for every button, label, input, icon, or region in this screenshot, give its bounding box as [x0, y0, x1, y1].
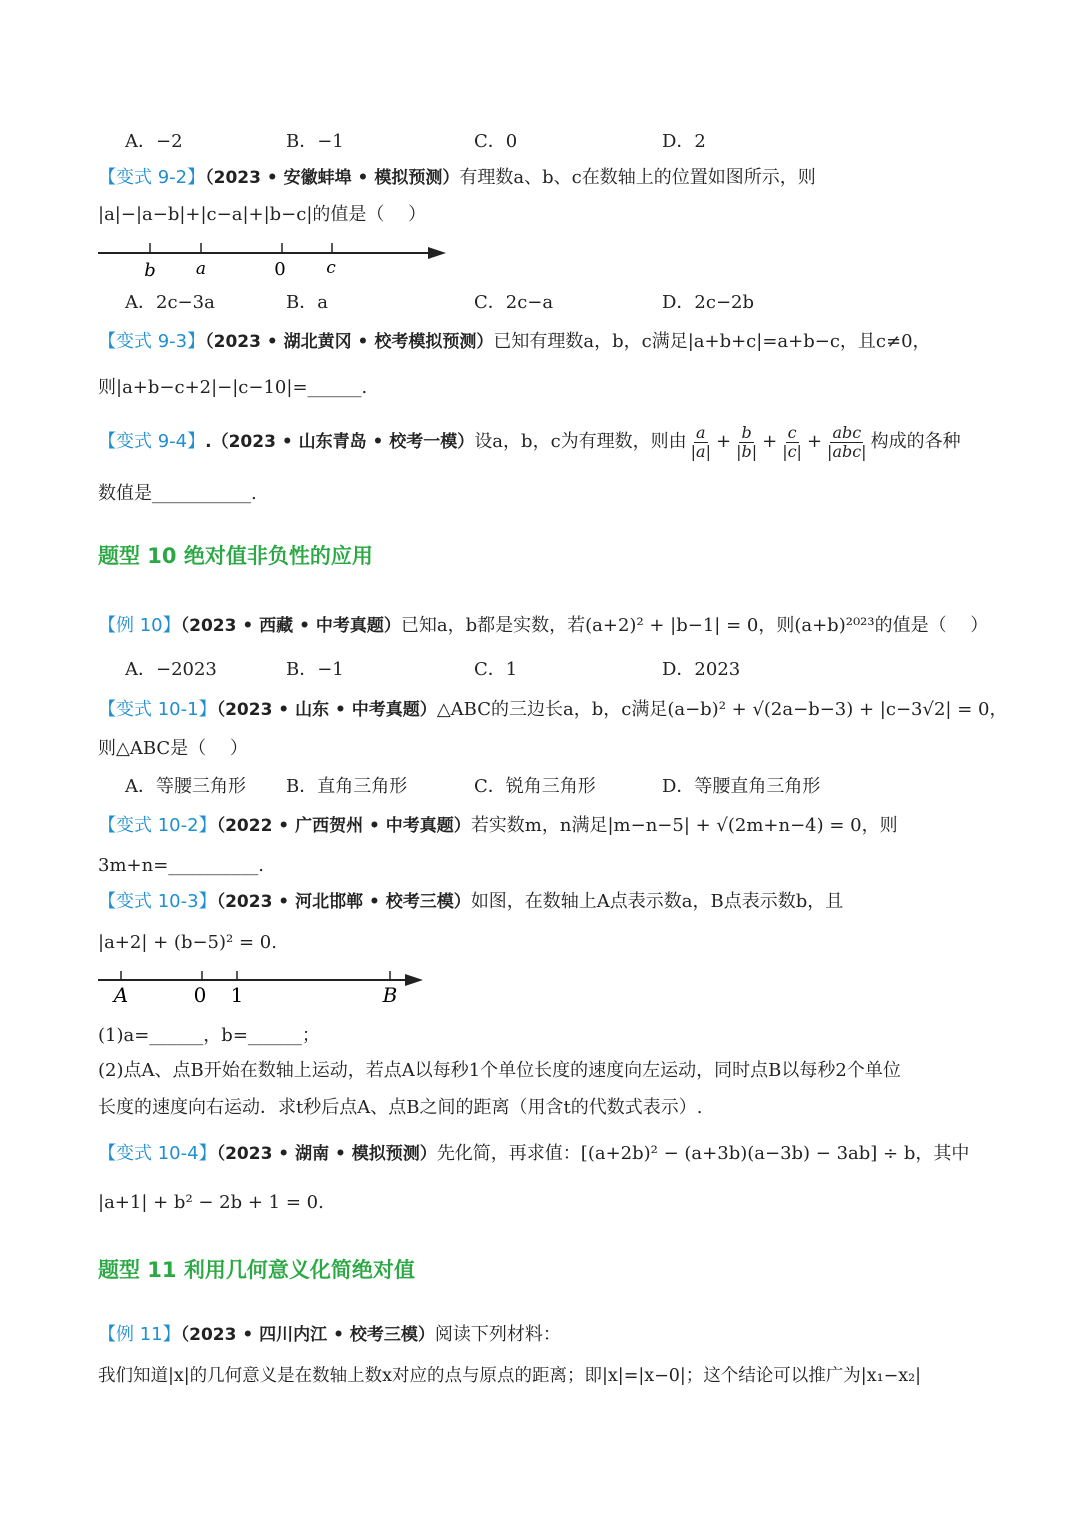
option-b: B．直角三角形 [286, 776, 408, 797]
number-line-9-2 [98, 236, 450, 282]
option-d: D．2 [662, 131, 706, 152]
option-d: D．2023 [662, 659, 741, 680]
question-source: （2023 • 四川内江 • 校考三模） [180, 1325, 435, 1345]
question-9-3 [98, 330, 931, 354]
option-c: C．0 [474, 131, 518, 152]
question-stem: 有理数a、b、c在数轴上的位置如图所示，则 [459, 167, 816, 188]
question-tag: 【变式 9-4】 [98, 431, 206, 452]
option-c: C．2c−a [474, 292, 554, 313]
question-9-2-expression: |a|−|a−b|+|c−a|+|b−c|的值是（ ） [98, 204, 427, 225]
question-tag: 【变式 10-4】 [98, 1143, 217, 1164]
axis-arrow [428, 247, 446, 259]
option-a: A．2c−3a [125, 292, 215, 313]
fraction-abc: $\frac{\text{abc}}{\text{|abc|}}$ [827, 422, 867, 461]
example-11-line2: 我们知道|x|的几何意义是在数轴上数x对应的点与原点的距离；即|x|=|x−0|；这个结论可以推广为|x₁−x₂| [98, 1366, 922, 1386]
question-tag: 【例 10】 [98, 615, 181, 636]
question-9-2 [98, 166, 816, 190]
question-source: （2023 • 湖北黄冈 • 校考模拟预测） [205, 332, 494, 352]
question-tag: 【变式 10-2】 [98, 815, 217, 836]
option-a: A．−2 [125, 131, 183, 152]
plus-sign: + [715, 431, 732, 452]
option-d: D．等腰直角三角形 [662, 776, 821, 797]
label-B: B [382, 983, 398, 1007]
question-tail: 构成的各种 [870, 431, 961, 452]
fraction-b: $\frac{b}{|b|}$ [736, 422, 758, 461]
label-a: a [195, 259, 207, 279]
question-10-4-line2: |a+1| + b² − 2b + 1 = 0. [98, 1192, 324, 1213]
label-1: 1 [230, 983, 244, 1007]
question-stem: 先化简，再求值：[(a+2b)² − (a+3b)(a−3b) − 3ab] ÷ b，其中 [436, 1143, 970, 1164]
question-9-4 [98, 418, 961, 466]
option-a: A．−2023 [125, 659, 217, 680]
label-A: A [113, 983, 129, 1007]
question-source: （2023 • 山东 • 中考真题） [216, 700, 437, 720]
axis-arrow [405, 974, 423, 986]
question-tag: 【变式 10-3】 [98, 891, 217, 912]
question-9-3-line2: 则|a+b−c+2|−|c−10|=______. [98, 377, 368, 398]
label-0: 0 [193, 983, 207, 1007]
section-heading-11: 题型 11 利用几何意义化简绝对值 [98, 1258, 415, 1282]
plus-sign: + [762, 431, 778, 452]
label-b: b [144, 260, 156, 281]
question-10-2-line2: 3m+n=__________. [98, 855, 264, 876]
fraction-a: $\frac{a}{|a|}$ [690, 422, 711, 461]
question-stem: 如图，在数轴上A点表示数a，B点表示数b，且 [470, 891, 844, 912]
question-stem: △ABC的三边长a，b，c满足(a−b)² + √(2a−b−3) + |c−3√2| = 0， [436, 699, 1008, 720]
question-stem: 阅读下列材料： [434, 1324, 561, 1345]
question-10-3 [98, 890, 843, 914]
question-10-3-part1: (1)a=______，b=______； [98, 1025, 320, 1046]
question-source: （2022 • 广西贺州 • 中考真题） [216, 816, 471, 836]
question-stem: 已知a，b都是实数，若(a+2)² + |b−1| = 0，则(a+b)²⁰²³的值是（ ） [400, 615, 989, 636]
option-b: B．−1 [286, 659, 344, 680]
number-line-10-3 [98, 964, 428, 1008]
question-source: （2023 • 安徽蚌埠 • 模拟预测） [205, 168, 460, 188]
question-10-3-line2: |a+2| + (b−5)² = 0. [98, 932, 277, 953]
question-source: （2023 • 河北邯郸 • 校考三模） [216, 892, 471, 912]
question-source: （2023 • 湖南 • 模拟预测） [216, 1144, 437, 1164]
question-10-2 [98, 814, 898, 838]
question-source: （2023 • 西藏 • 中考真题） [180, 616, 401, 636]
label-c: c [326, 258, 336, 278]
question-tag: 【变式 9-3】 [98, 331, 206, 352]
option-b: B．−1 [286, 131, 344, 152]
label-0: 0 [274, 259, 286, 280]
question-tag: 【变式 9-2】 [98, 167, 206, 188]
example-11 [98, 1323, 561, 1347]
question-10-1-line2: 则△ABC是（ ） [98, 738, 248, 759]
fraction-c: $\frac{c}{|c|}$ [782, 422, 802, 461]
option-d: D．2c−2b [662, 292, 755, 313]
plus-sign: + [806, 431, 823, 452]
question-10-1 [98, 698, 1007, 722]
option-a: A．等腰三角形 [125, 776, 246, 797]
question-tag: 【例 11】 [98, 1324, 181, 1345]
question-10-3-part2-line2: 长度的速度向右运动．求t秒后点A、点B之间的距离（用含t的代数式表示）. [98, 1097, 703, 1118]
question-stem: 设a，b，c为有理数，则由 [474, 431, 687, 452]
option-b: B．a [286, 292, 328, 313]
option-c: C．锐角三角形 [474, 776, 596, 797]
question-10-4 [98, 1142, 969, 1166]
question-10-3-part2-line1: (2)点A、点B开始在数轴上运动，若点A以每秒1个单位长度的速度向左运动，同时点B以每秒2个单位 [98, 1060, 901, 1081]
section-heading-10: 题型 10 绝对值非负性的应用 [98, 544, 373, 568]
question-stem: 已知有理数a，b，c满足|a+b+c|=a+b−c，且c≠0， [493, 331, 931, 352]
question-stem: 若实数m，n满足|m−n−5| + √(2m+n−4) = 0，则 [470, 815, 898, 836]
question-source: .（2023 • 山东青岛 • 校考一模） [205, 432, 475, 452]
example-10 [98, 614, 988, 638]
option-c: C．1 [474, 659, 518, 680]
question-9-4-line2: 数值是___________. [98, 483, 257, 504]
question-tag: 【变式 10-1】 [98, 699, 217, 720]
